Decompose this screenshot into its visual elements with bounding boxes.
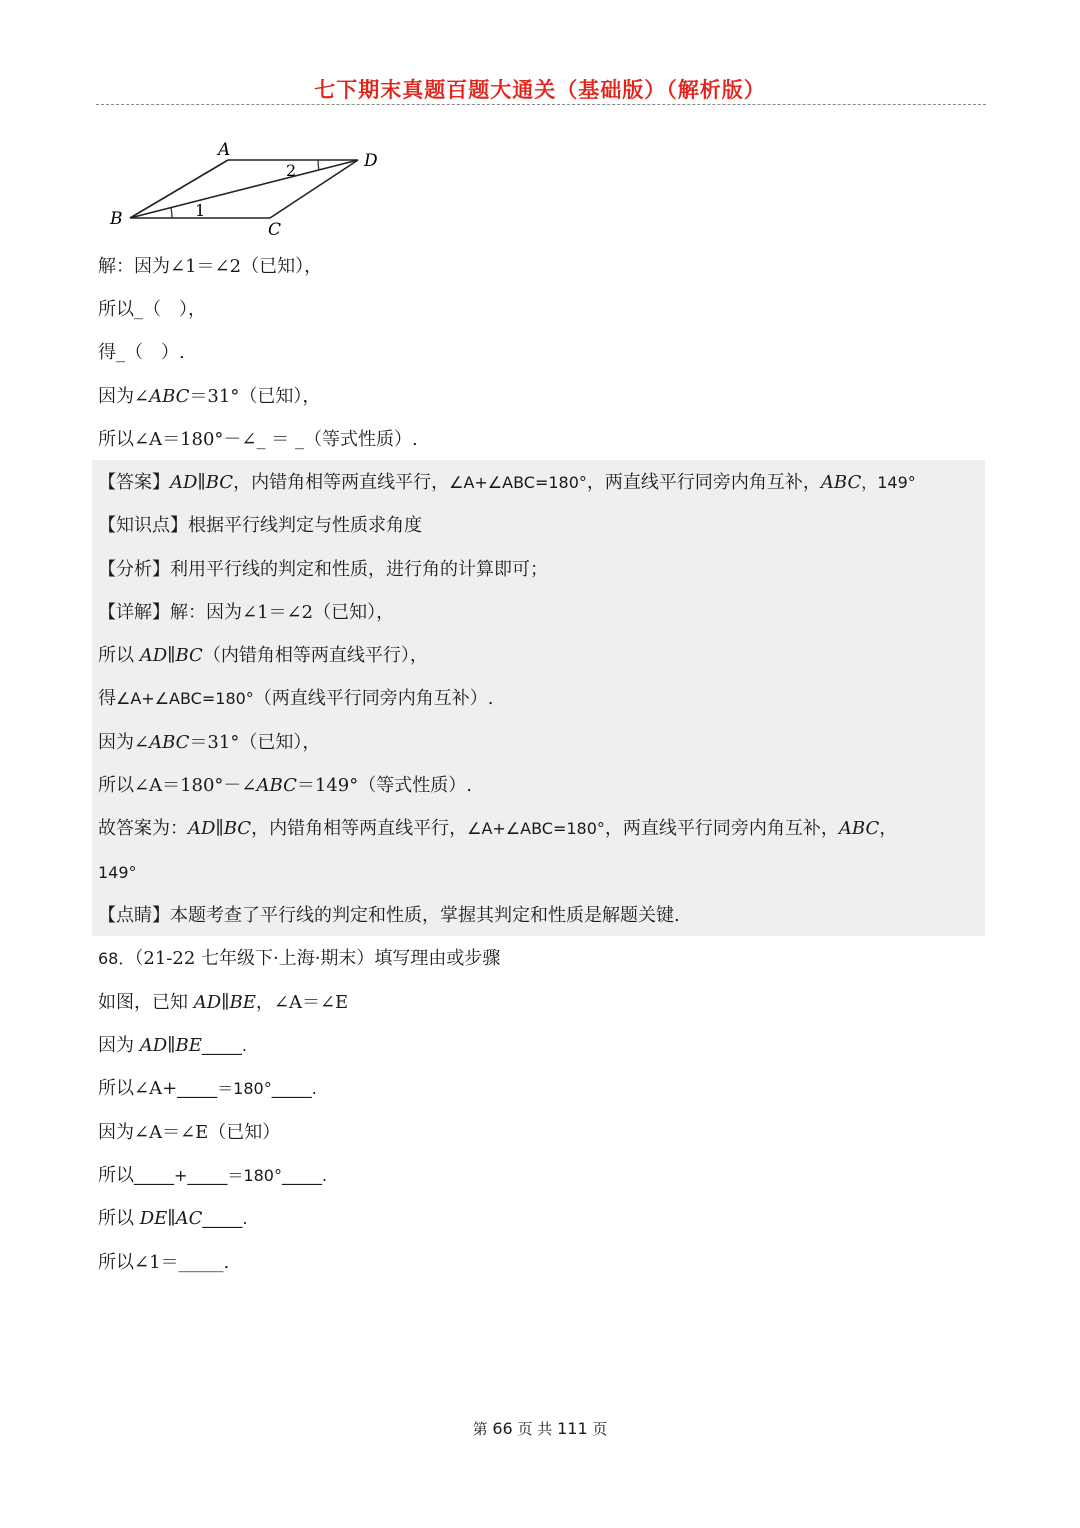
segment-ba <box>130 160 228 218</box>
angle-1-label: 1 <box>195 201 206 220</box>
final-answer-value: 149° <box>98 863 137 882</box>
parallelogram-figure <box>100 136 400 236</box>
detail-step-4: 所以∠A＝180°－∠ABC＝149°（等式性质）. <box>98 775 472 796</box>
page-header-title: 七下期末真题百题大通关（基础版）（解析版） <box>314 77 766 102</box>
segment-dc <box>270 160 358 218</box>
total-page-number: 111 <box>557 1419 588 1438</box>
point-c-label: C <box>268 220 282 236</box>
solution-line-2: 所以_（ ）， <box>98 299 206 320</box>
solution-line-3: 得_（ ）. <box>98 342 185 363</box>
current-page-number: 66 <box>492 1419 513 1438</box>
question-68-step-4: 所以_____+_____＝180°_____. <box>98 1165 328 1186</box>
question-68-given: 如图，已知 AD∥BE，∠A＝∠E <box>98 992 349 1013</box>
angle-2-label: 2 <box>286 161 297 180</box>
point-d-label: D <box>364 151 378 171</box>
detail-intro: 【详解】解：因为∠1＝∠2（已知）， <box>98 602 395 623</box>
header-divider <box>96 104 986 105</box>
detail-step-2: 得∠A+∠ABC=180°（两直线平行同旁内角互补）. <box>98 688 494 709</box>
final-answer-line: 故答案为：AD∥BC，内错角相等两直线平行，∠A+∠ABC=180°，两直线平行同旁内角互补，ABC， <box>98 818 898 839</box>
comment: 【点睛】本题考查了平行线的判定和性质，掌握其判定和性质是解题关键. <box>98 905 680 926</box>
detail-step-3: 因为∠ABC＝31°（已知）， <box>98 732 321 753</box>
solution-line-5: 所以∠A＝180°－∠_ ＝ _（等式性质）. <box>98 429 418 450</box>
angle-2-arc <box>318 160 319 170</box>
solution-line-1: 解：因为∠1＝∠2（已知）， <box>98 256 323 277</box>
point-a-label: A <box>218 140 231 160</box>
segment-bd <box>130 160 358 218</box>
question-68-step-1: 因为 AD∥BE_____. <box>98 1035 247 1056</box>
question-68-step-6: 所以∠1＝_____. <box>98 1252 230 1273</box>
angle-1-arc <box>171 208 172 218</box>
answer-line: 【答案】AD∥BC，内错角相等两直线平行，∠A+∠ABC=180°，两直线平行同旁内角互补，ABC，149° <box>98 472 916 493</box>
detail-step-1: 所以 AD∥BC（内错角相等两直线平行）， <box>98 645 428 666</box>
question-68-step-2: 所以∠A+_____＝180°_____. <box>98 1078 317 1099</box>
page-footer: 第 66 页 共 111 页 <box>472 1419 608 1438</box>
question-68-step-3: 因为∠A＝∠E（已知） <box>98 1122 281 1143</box>
question-68-step-5: 所以 DE∥AC_____. <box>98 1208 248 1229</box>
analysis: 【分析】利用平行线的判定和性质，进行角的计算即可； <box>98 559 548 580</box>
solution-line-4: 因为∠ABC＝31°（已知）， <box>98 386 321 407</box>
point-b-label: B <box>110 209 123 229</box>
knowledge-point: 【知识点】根据平行线判定与性质求角度 <box>98 515 422 536</box>
question-68-title: 68．（21-22 七年级下·上海·期末）填写理由或步骤 <box>98 948 501 969</box>
